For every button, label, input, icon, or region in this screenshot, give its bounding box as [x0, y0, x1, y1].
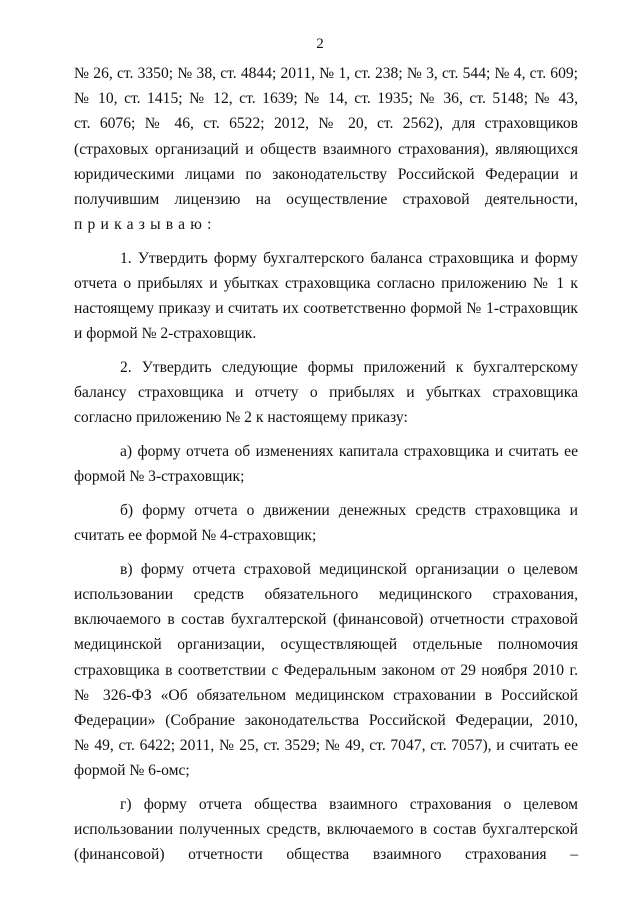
text-line: считать ее формой № 4-страховщик; — [74, 527, 317, 545]
text-line: использовании средств обязательного медицинского страхования, — [74, 586, 578, 604]
text-line: включаемого в состав бухгалтерской (финансовой) отчетности страховой — [74, 611, 578, 629]
document-body — [74, 61, 578, 868]
text-line: в) форму отчета страховой медицинской организации о целевом — [120, 560, 578, 578]
text-line: (финансовой) отчетности общества взаимного страхования – — [74, 846, 578, 864]
paragraph-gap — [74, 431, 578, 440]
text-line: получившим лицензию на осуществление страховой деятельности, — [74, 190, 578, 208]
text-line: Федерации» (Собрание законодательства Российской Федерации, 2010, — [74, 712, 578, 729]
text-line: № 326-ФЗ «Об обязательном медицинском страховании в Российской — [74, 686, 578, 704]
text-line: отчета о прибылях и убытках страховщика согласно приложению № 1 к — [74, 275, 578, 292]
text-line: № 26, ст. 3350; № 38, ст. 4844; 2011, № 1, ст. 238; № 3, ст. 544; № 4, ст. 609; — [74, 65, 578, 82]
text-line: г) форму отчета общества взаимного страхования о целевом — [120, 796, 578, 814]
text-line: приказываю: — [74, 216, 217, 234]
text-line: страховщика в соответствии с Федеральным законом от 29 ноября 2010 г. — [74, 661, 578, 679]
text-line: а) форму отчета об изменениях капитала страховщика и считать ее — [120, 443, 578, 461]
text-line: б) форму отчета о движении денежных средств страховщика и — [120, 502, 578, 519]
text-line: формой № 6-омс; — [74, 762, 190, 780]
paragraph-gap — [74, 237, 578, 246]
text-line: № 10, ст. 1415; № 12, ст. 1639; № 14, ст. 1935; № 36, ст. 5148; № 43, — [74, 90, 578, 108]
text-line: балансу страховщика и отчету о прибылях и убытках страховщика — [74, 384, 578, 402]
paragraph-gap — [74, 347, 578, 356]
paragraph-gap — [74, 548, 578, 557]
text-line: и формой № 2-страховщик. — [74, 325, 257, 343]
text-line: использовании полученных средств, включаемого в состав бухгалтерской — [74, 821, 578, 839]
page-number: 2 — [316, 36, 324, 52]
text-line: 1. Утвердить форму бухгалтерского баланса страховщика и форму — [120, 249, 578, 267]
text-line: медицинской организации, осуществляющей отдельные полномочия — [74, 636, 578, 654]
text-line: юридическими лицами по законодательству Российской Федерации и — [74, 165, 578, 183]
text-line: формой № 3-страховщик; — [74, 468, 245, 486]
text-line: согласно приложению № 2 к настоящему приказу: — [74, 409, 408, 427]
paragraph-gap — [74, 784, 578, 793]
text-line: настоящему приказу и считать их соответственно формой № 1-страховщик — [74, 300, 578, 318]
text-line: (страховых организаций и обществ взаимного страхования), являющихся — [74, 140, 578, 158]
text-line: № 49, ст. 6422; 2011, № 25, ст. 3529; № 49, ст. 7047, ст. 7057), и считать ее — [74, 737, 578, 755]
paragraph-gap — [74, 490, 578, 499]
text-line: ст. 6076; № 46, ст. 6522; 2012, № 20, ст. 2562), для страховщиков — [74, 115, 578, 133]
text-line: 2. Утвердить следующие формы приложений к бухгалтерскому — [120, 359, 578, 377]
